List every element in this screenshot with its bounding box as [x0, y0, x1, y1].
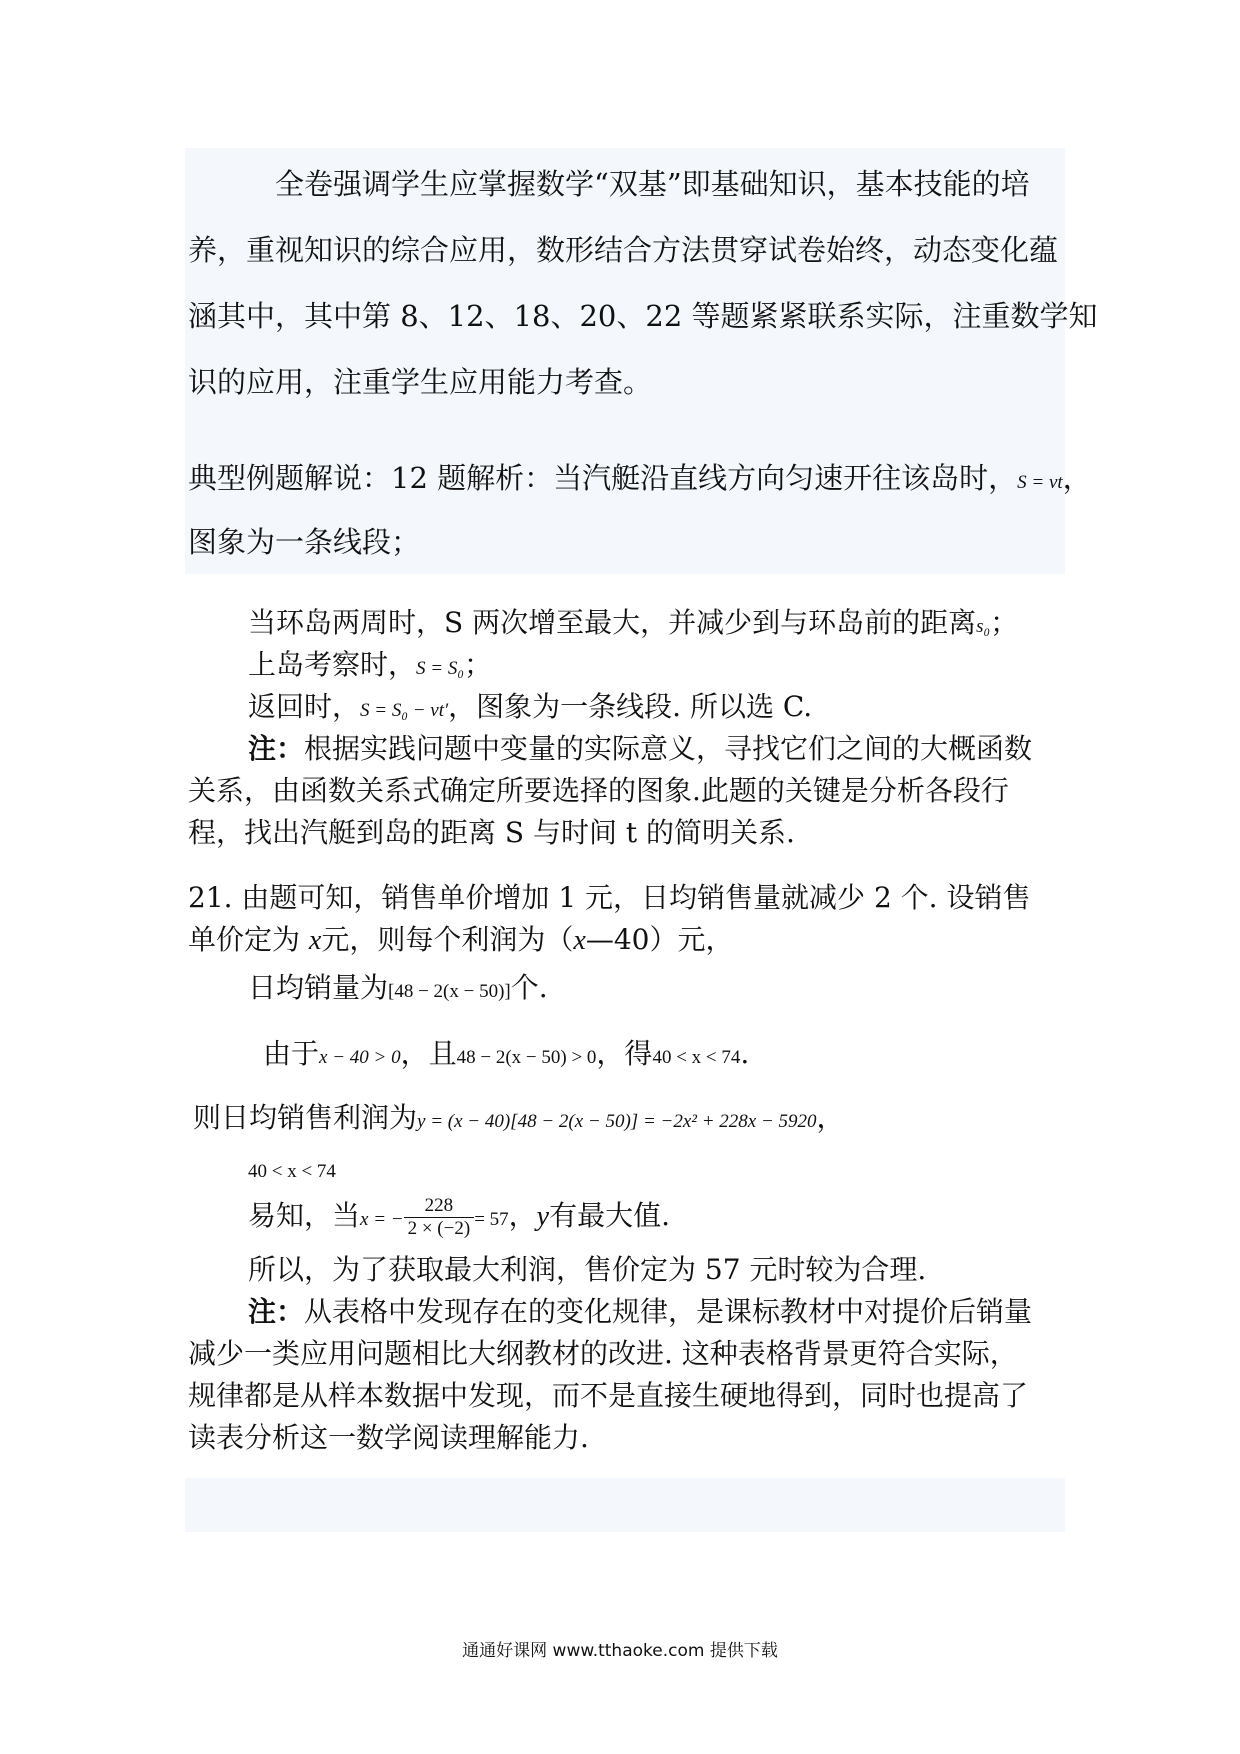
var-x: x: [308, 925, 322, 956]
note-2-line-1: [248, 1294, 1032, 1330]
note-2-line-2: 减少一类应用问题相比大纲教材的改进. 这种表格背景更符合实际，: [188, 1337, 1018, 1370]
formula-return: S = S₀ − vt′: [360, 700, 449, 721]
formula-s0: s₀: [976, 616, 991, 637]
analysis-line-3-text: 返回时，: [248, 690, 361, 723]
fraction-denominator: 2 × (−2): [407, 1218, 471, 1239]
analysis-line-3-end: ，图象为一条线段. 所以选 C.: [448, 690, 813, 723]
var-x-2: x: [573, 925, 586, 956]
note-1-line-2: 关系，由函数关系式确定所要选择的图象.此题的关键是分析各段行: [188, 774, 1009, 807]
analysis-line-1-end: ；: [990, 606, 1019, 639]
analysis-line-2-end: ；: [463, 648, 492, 681]
q21-line-3-a: 日均销量为: [248, 971, 389, 1004]
q21-line-2-b: 元，则每个利润为（: [321, 923, 574, 956]
note-2-line-3: 规律都是从样本数据中发现，而不是直接生硬地得到，同时也提高了: [188, 1379, 1029, 1412]
note-1-label: 注：: [248, 732, 305, 765]
formula-s-vt: S = vt: [1017, 472, 1063, 493]
formula-s-eq-s0: S = S₀: [416, 658, 464, 679]
q21-line-7-a: 易知，当: [248, 1199, 361, 1232]
page-footer: 通通好课网 www.tthaoke.com 提供下载: [462, 1641, 778, 1661]
q21-line-3-b: 个.: [510, 971, 548, 1004]
q21-line-4-a: 由于: [263, 1037, 320, 1070]
fraction-228: [404, 1195, 475, 1240]
q21-line-4-d: .: [740, 1037, 750, 1070]
shaded-panel-top: [185, 148, 1065, 574]
summary-line-1: 全卷强调学生应掌握数学“双基”即基础知识，基本技能的培: [275, 167, 1030, 201]
q21-line-4-b: ，且: [400, 1037, 457, 1070]
q21-line-3: [248, 970, 548, 1010]
example-intro-punct: ，: [1062, 461, 1092, 495]
fraction-numerator: 228: [404, 1195, 475, 1218]
q21-line-7-b: ，: [508, 1199, 537, 1232]
note-2-line-4: 读表分析这一数学阅读理解能力.: [188, 1421, 589, 1454]
formula-daily-sales: [48 − 2(x − 50)]: [388, 981, 511, 1002]
q21-line-5-b: ，: [816, 1101, 845, 1134]
analysis-line-2: [248, 647, 492, 687]
formula-x-eq: x = −: [360, 1209, 404, 1230]
note-1-text: 根据实践问题中变量的实际意义，寻找它们之间的大概函数: [304, 732, 1033, 765]
analysis-line-2-text: 上岛考察时，: [248, 648, 417, 681]
q21-line-4-c: ，得: [596, 1037, 653, 1070]
q21-line-7: [248, 1186, 670, 1250]
note-2-text: 从表格中发现存在的变化规律，是课标教材中对提价后销量: [304, 1295, 1033, 1328]
example-intro-line-2: 图象为一条线段；: [188, 525, 421, 559]
summary-line-3: 涵其中，其中第 8、12、18、20、22 等题紧紧联系实际，注重数学知: [188, 299, 1098, 333]
formula-range-2: 40 < x < 74: [248, 1161, 336, 1182]
analysis-line-3: [248, 689, 812, 729]
formula-eq-57: = 57: [474, 1209, 509, 1230]
q21-line-2-c: —40）元，: [585, 923, 734, 956]
analysis-line-1-text: 当环岛两周时，S 两次增至最大，并减少到与环岛前的距离: [248, 606, 977, 639]
formula-ineq-1: x − 40 > 0: [319, 1047, 401, 1068]
var-y: y: [536, 1201, 550, 1232]
summary-line-2: 养，重视知识的综合应用，数形结合方法贯穿试卷始终，动态变化蕴: [188, 233, 1059, 267]
note-1-line-1: [248, 731, 1032, 767]
note-2-label: 注：: [248, 1295, 305, 1328]
formula-profit: y = (x − 40)[48 − 2(x − 50)] = −2x² + 228x − 5920: [417, 1111, 817, 1132]
formula-range: 40 < x < 74: [652, 1047, 741, 1068]
formula-ineq-2: 48 − 2(x − 50) > 0: [456, 1047, 597, 1068]
example-intro-line-1: [188, 460, 1092, 501]
q21-line-2-a: 单价定为: [188, 923, 301, 956]
summary-line-4: 识的应用，注重学生应用能力考查。: [188, 365, 653, 399]
example-intro-text: 典型例题解说：12 题解析：当汽艇沿直线方向匀速开往该岛时，: [188, 461, 1018, 495]
q21-line-1: 21. 由题可知，销售单价增加 1 元，日均销售量就减少 2 个. 设销售: [188, 881, 1031, 914]
q21-line-5-a: 则日均销售利润为: [193, 1101, 418, 1134]
shaded-panel-bottom: [185, 1478, 1065, 1532]
q21-line-2: [188, 922, 733, 959]
q21-conclusion: 所以，为了获取最大利润，售价定为 57 元时较为合理.: [248, 1253, 927, 1286]
q21-line-5: [193, 1100, 845, 1140]
note-1-line-3: 程，找出汽艇到岛的距离 S 与时间 t 的简明关系.: [188, 816, 795, 849]
q21-line-7-c: 有最大值.: [549, 1199, 671, 1232]
analysis-line-1: [248, 605, 1018, 645]
q21-line-4: [263, 1036, 749, 1076]
